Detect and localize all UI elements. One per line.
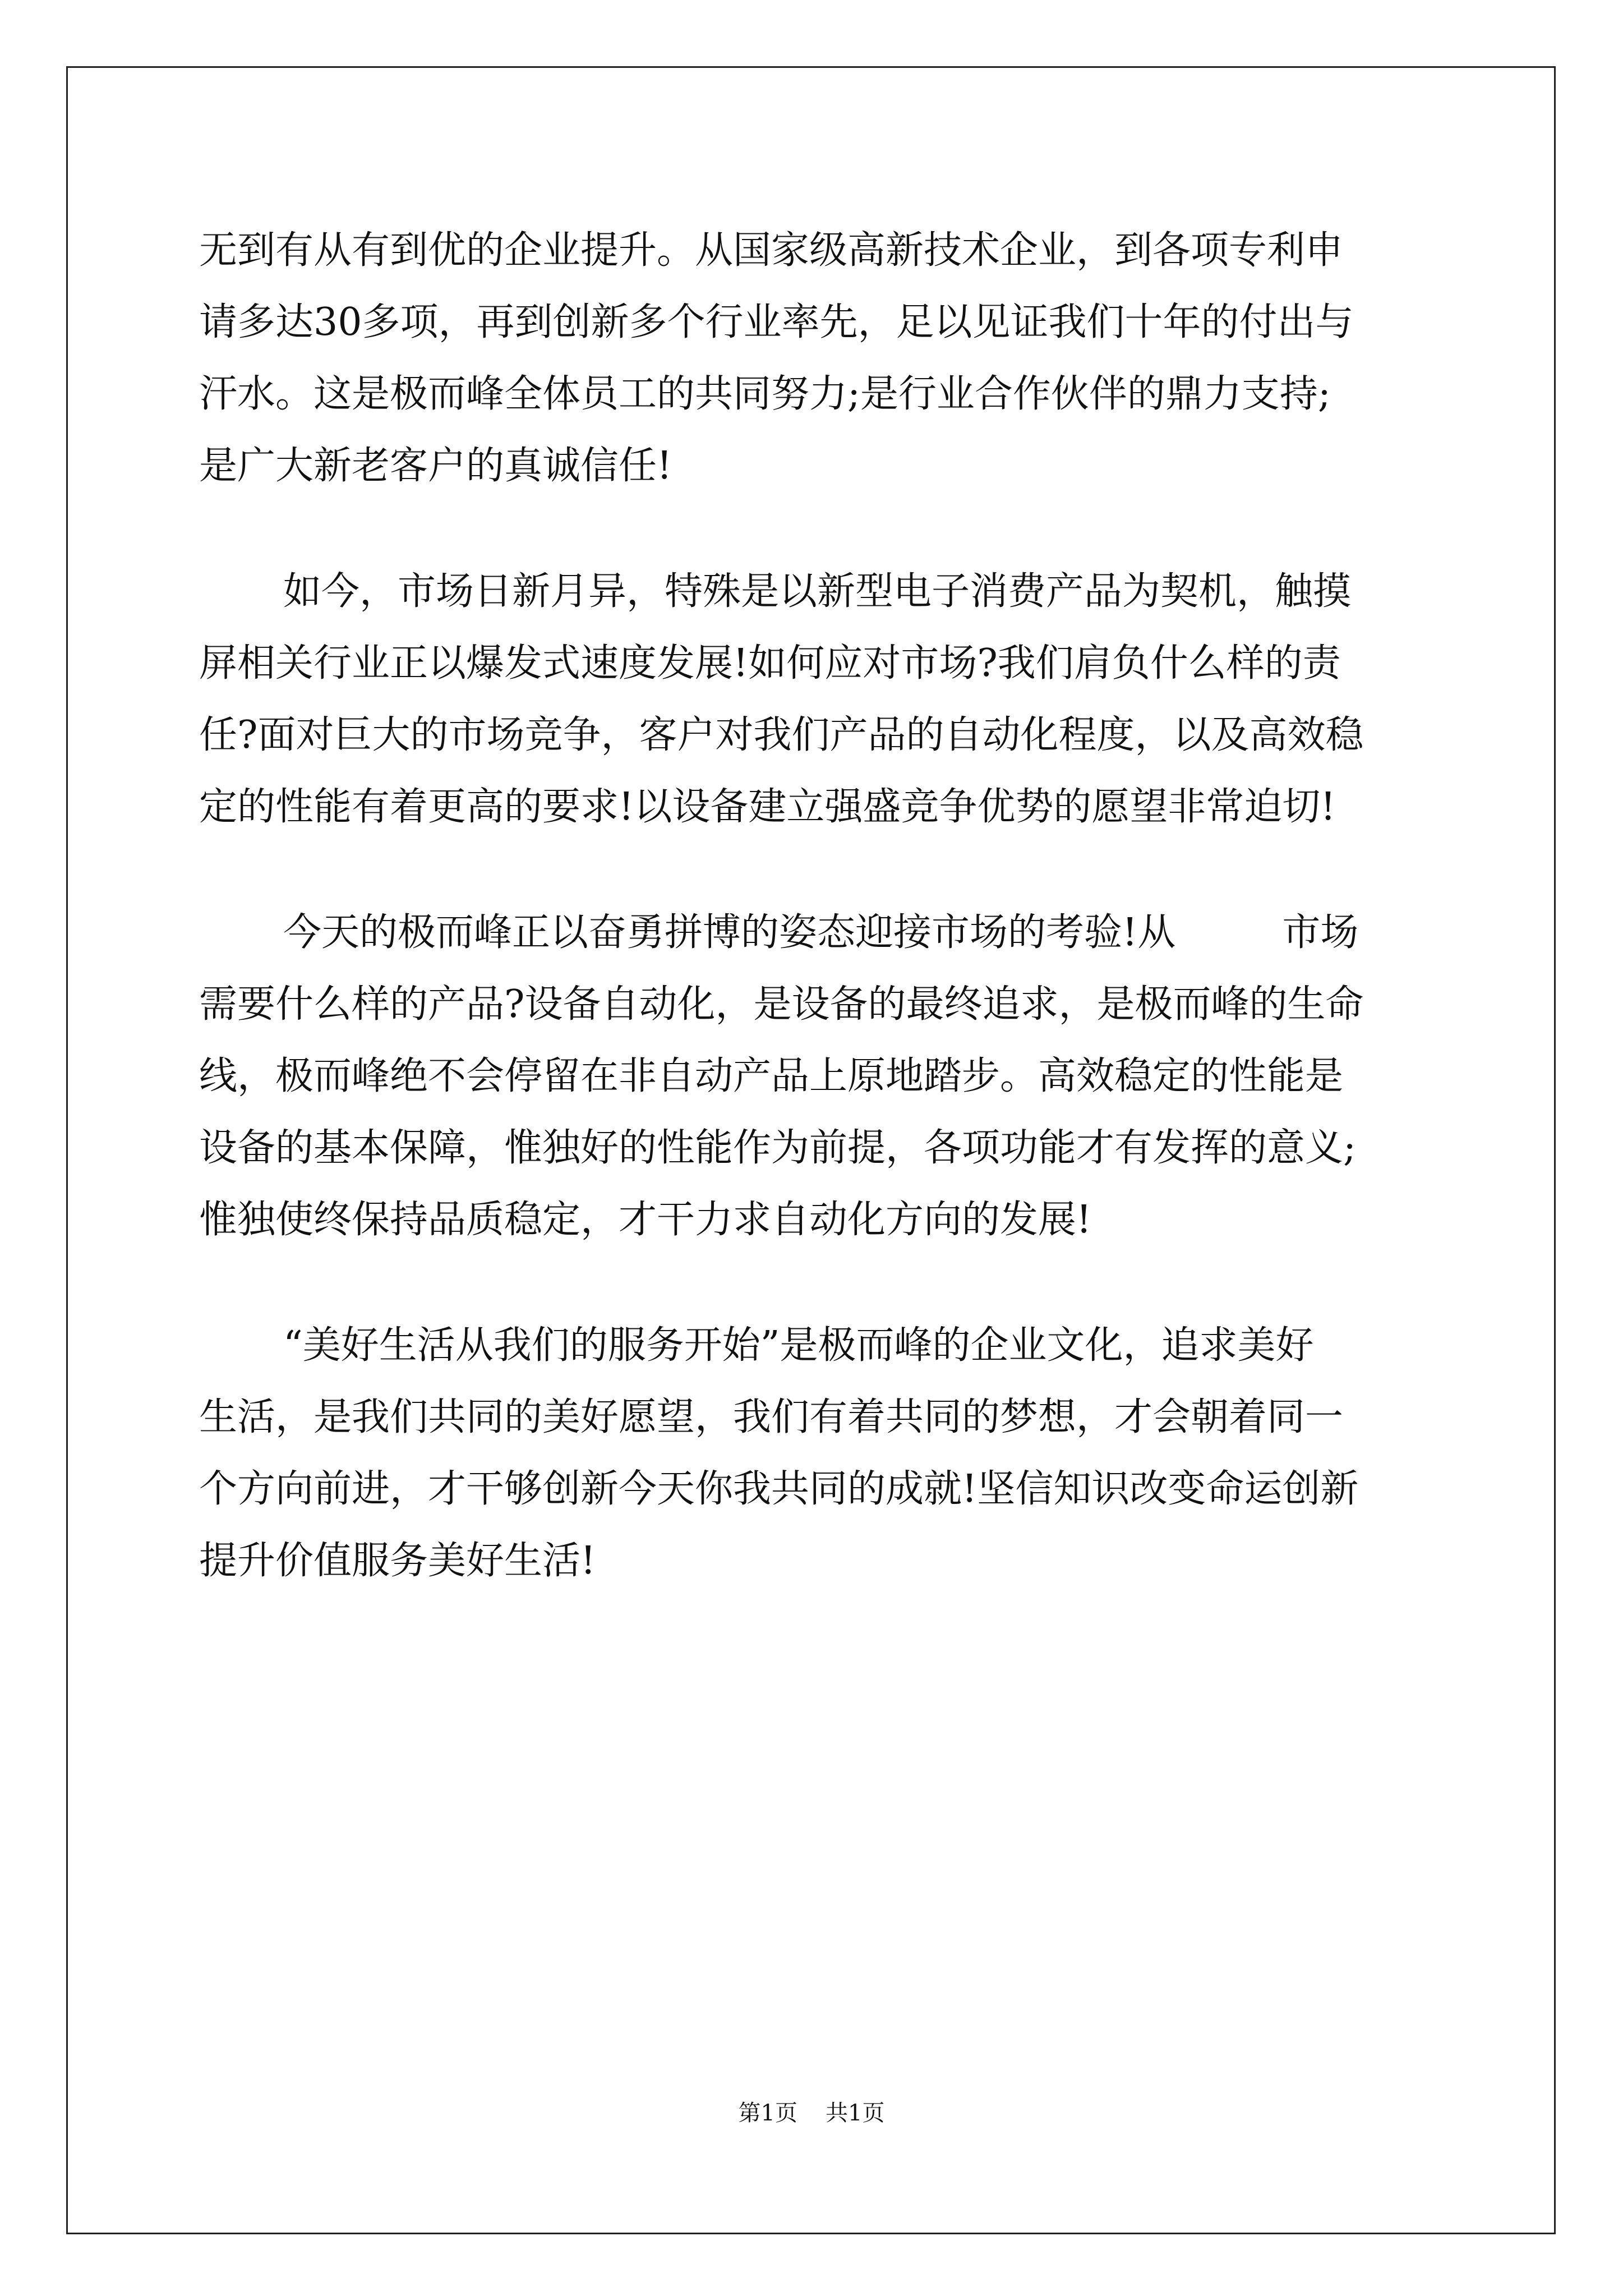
paragraph-line: 定的性能有着更高的要求!以设备建立强盛竞争优势的愿望非常迫切!	[199, 785, 1336, 829]
paragraph-line: 汗水。这是极而峰全体员工的共同努力;是行业合作伙伴的鼎力支持;	[199, 372, 1331, 416]
paragraph-line: 设备的基本保障，惟独好的性能作为前提，各项功能才有发挥的意义;	[199, 1126, 1356, 1170]
paragraph-line-tail: 市场	[1282, 910, 1359, 955]
paragraph-line: 如今，市场日新月异，特殊是以新型电子消费产品为契机，触摸	[283, 569, 1352, 614]
document-body	[199, 215, 1422, 1597]
paragraph-line	[199, 897, 1422, 969]
paragraph-line: “美好生活从我们的服务开始”是极而峰的企业文化，追求美好	[283, 1323, 1314, 1368]
paragraph-line: 生活，是我们共同的美好愿望，我们有着共同的梦想，才会朝着同一	[199, 1395, 1344, 1439]
paragraph-line: 是广大新老客户的真诚信任!	[199, 444, 672, 488]
paragraph-line: 任?面对巨大的市场竞争，客户对我们产品的自动化程度，以及高效稳	[199, 713, 1364, 757]
paragraph-line: 无到有从有到优的企业提升。从国家级高新技术企业，到各项专利申	[199, 228, 1344, 273]
page-number: 第1页	[738, 2100, 797, 2126]
paragraph-line-head: 今天的极而峰正以奋勇拼博的姿态迎接市场的考验!从	[283, 910, 1176, 955]
page-total: 共1页	[826, 2100, 885, 2126]
paragraph-line: 屏相关行业正以爆发式速度发展!如何应对市场?我们肩负什么样的责	[199, 641, 1341, 685]
paragraph-line: 线，极而峰绝不会停留在非自动产品上原地踏步。高效稳定的性能是	[199, 1054, 1344, 1098]
paragraph-line: 请多达30多项，再到创新多个行业率先，足以见证我们十年的付出与	[199, 300, 1354, 344]
paragraph-line: 提升价值服务美好生活!	[199, 1539, 596, 1583]
paragraph-3	[199, 897, 1422, 1256]
paragraph-4	[199, 1310, 1422, 1597]
paragraph-1	[199, 215, 1422, 502]
page-footer	[0, 2095, 1623, 2127]
paragraph-2	[199, 556, 1422, 843]
paragraph-line: 惟独使终保持品质稳定，才干力求自动化方向的发展!	[199, 1198, 1092, 1242]
paragraph-line: 个方向前进，才干够创新今天你我共同的成就!坚信知识改变命运创新	[199, 1467, 1359, 1511]
paragraph-line: 需要什么样的产品?设备自动化，是设备的最终追求，是极而峰的生命	[199, 982, 1364, 1027]
